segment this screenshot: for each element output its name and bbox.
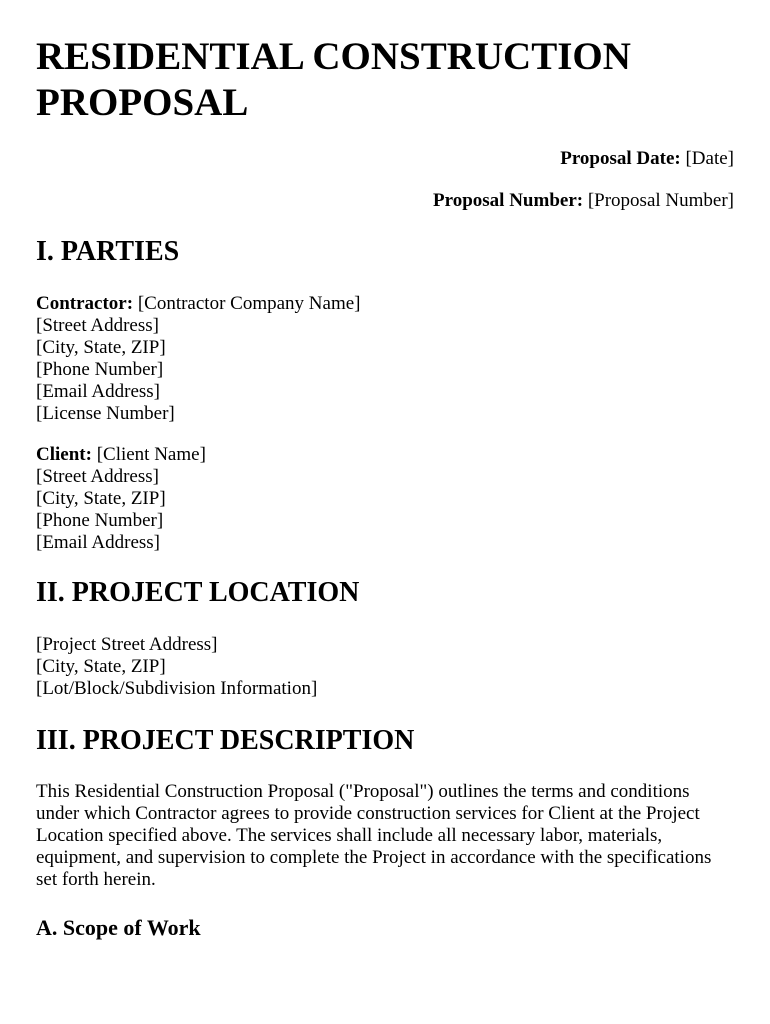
client-label: Client: bbox=[36, 444, 92, 465]
client-email-address: [Email Address] bbox=[36, 532, 161, 553]
project-city-state-zip: [City, State, ZIP] bbox=[36, 656, 166, 677]
contractor-street-address: [Street Address] bbox=[36, 315, 159, 336]
proposal-date-line bbox=[560, 148, 734, 170]
proposal-number-label: Proposal Number: bbox=[433, 190, 584, 211]
client-phone-number: [Phone Number] bbox=[36, 510, 164, 531]
parties-heading: I. PARTIES bbox=[36, 236, 180, 267]
client-block bbox=[36, 444, 206, 554]
proposal-number-value: [Proposal Number] bbox=[583, 190, 734, 211]
proposal-date-label: Proposal Date: bbox=[560, 148, 681, 169]
contractor-label: Contractor: bbox=[36, 293, 134, 314]
proposal-number-line bbox=[433, 190, 734, 212]
contractor-block bbox=[36, 293, 360, 425]
contractor-name-line bbox=[36, 293, 360, 315]
contractor-phone-number: [Phone Number] bbox=[36, 359, 164, 380]
project-location-block bbox=[36, 634, 317, 700]
document-title: RESIDENTIAL CONSTRUCTION PROPOSAL bbox=[36, 35, 631, 124]
contractor-city-state-zip: [City, State, ZIP] bbox=[36, 337, 166, 358]
scope-of-work-heading: A. Scope of Work bbox=[36, 915, 201, 940]
contractor-license-number: [License Number] bbox=[36, 403, 175, 424]
contractor-email-address: [Email Address] bbox=[36, 381, 161, 402]
client-name: [Client Name] bbox=[91, 444, 206, 465]
proposal-date-value: [Date] bbox=[680, 148, 734, 169]
project-street-address: [Project Street Address] bbox=[36, 634, 218, 655]
project-location-heading: II. PROJECT LOCATION bbox=[36, 577, 360, 608]
contractor-name: [Contractor Company Name] bbox=[133, 293, 361, 314]
client-name-line bbox=[36, 444, 206, 466]
project-description-paragraph: This Residential Construction Proposal ("Proposal") outlines the terms and conditions under which Contractor agrees to provide construction services for Client at the Project Location specified above. The services shall include all necessary labor, materials, equipment, and supervision to complete the Project in accordance with the specifications set forth herein. bbox=[36, 781, 712, 890]
project-lot-block-subdivision: [Lot/Block/Subdivision Information] bbox=[36, 678, 318, 699]
client-city-state-zip: [City, State, ZIP] bbox=[36, 488, 166, 509]
client-street-address: [Street Address] bbox=[36, 466, 159, 487]
project-description-heading: III. PROJECT DESCRIPTION bbox=[36, 725, 415, 756]
